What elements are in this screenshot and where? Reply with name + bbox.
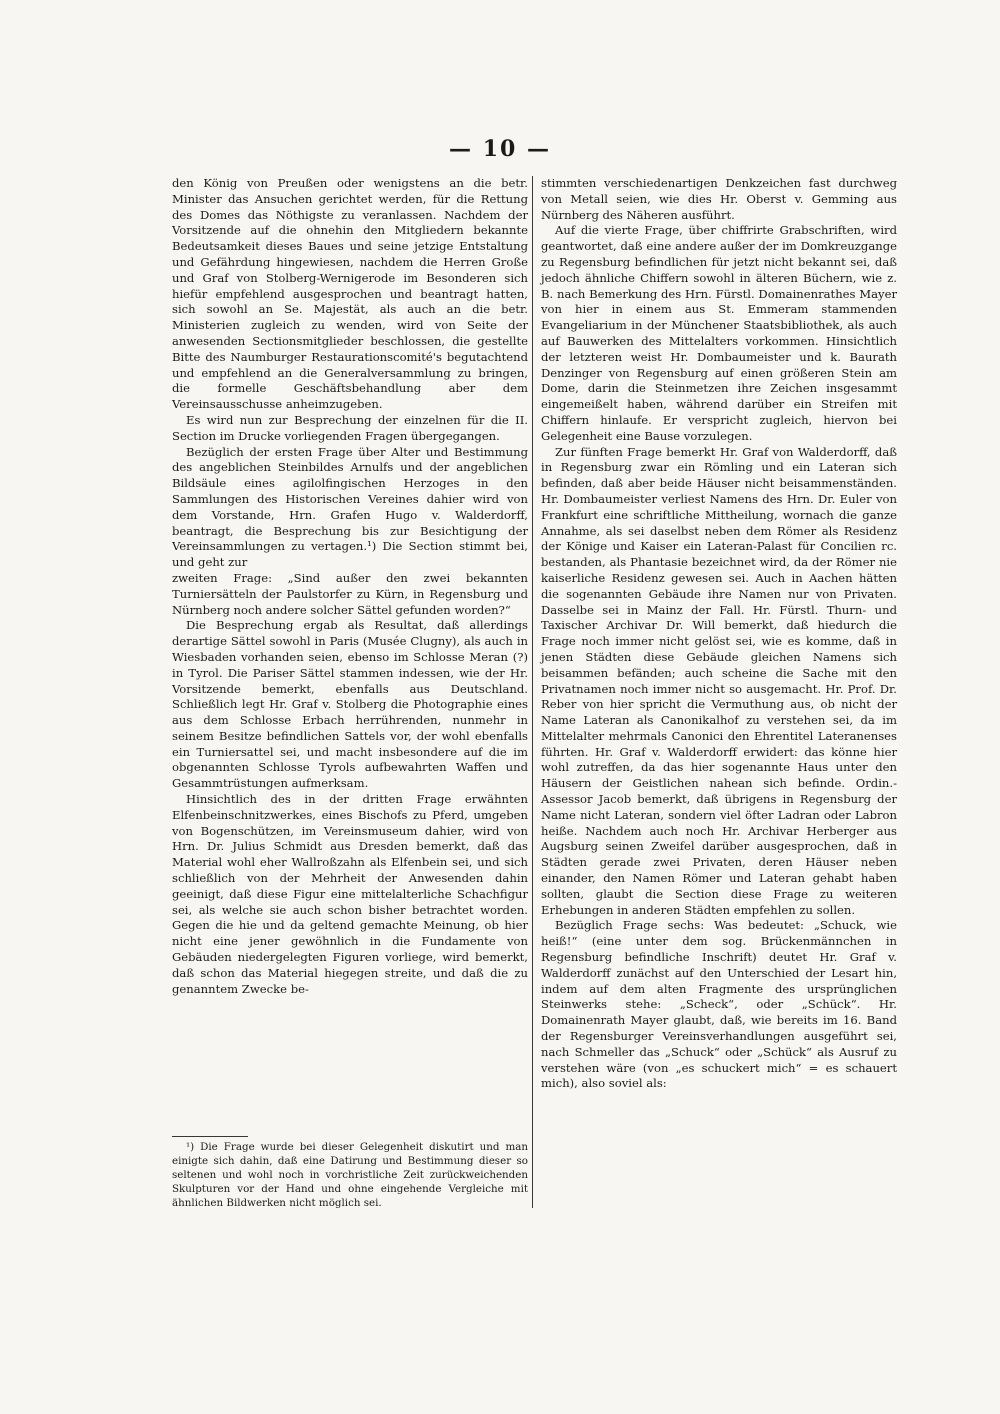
paragraph: stimmten verschiedenartigen Denkzeichen fast durchweg von Metall seien, wie dies Hr. Oberst v. Gemming aus Nürnberg des Näheren ausführt. bbox=[541, 176, 897, 222]
paragraph: den König von Preußen oder wenigstens an die betr. Minister das Ansuchen gerichtet werden, für die Rettung des Domes das Nöthigste zu veranlassen. Nachdem der Vorsitzende auf die ohnehin den Mitgliedern bekannte Bedeutsamkeit dieses Baues und seine jetzige Entstaltung und Gefährdung hingewiesen, nachdem die Herren Große und Graf von Stolberg-Wernigerode im Besonderen sich hiefür empfehlend ausgesprochen und beantragt hatten, sich sowohl an Se. Majestät, als auch an die betr. Ministerien zugleich zu wenden, wird von Seite der anwesenden Sectionsmitglieder beschlossen, die gestellte Bitte des Naumburger Restaurationscomité's begutachtend und empfehlend an die Generalversammlung zu bringen, die formelle Geschäftsbehandlung aber dem Vereinsausschusse anheimzugeben. bbox=[172, 176, 528, 412]
footnote-divider bbox=[172, 1136, 248, 1137]
paragraph: Zur fünften Frage bemerkt Hr. Graf von Walderdorff, daß in Regensburg zwar ein Römling und ein Lateran sich befinden, daß aber beide Häuser nicht beisammenständen. Hr. Dombaumeister verliest Namens des Hrn. Dr. Euler von Frankfurt eine schriftliche Mittheilung, wornach die ganze Annahme, als sei daselbst neben dem Römer als Residenz der Könige und Kaiser ein Lateran-Palast für Concilien rc. bestanden, als Phantasie bezeichnet wird, da der Römer nie kaiserliche Residenz gewesen sei. Auch in Aachen hätten die sogenannten Gebäude ihre Namen nur von Privaten. Dasselbe sei in Mainz der Fall. Hr. Fürstl. Thurn- und Taxischer Archivar Dr. Will bemerkt, daß hiedurch die Frage noch immer nicht gelöst sei, wie es komme, daß in jenen Städten diese Gebäude gleichen Namens sich beisammen befänden; auch scheine die Sache mit den Privatnamen noch immer nicht so ausgemacht. Hr. Prof. Dr. Reber von hier spricht die Vermuthung aus, ob nicht der Name Lateran als Canonikalhof zu verstehen sei, da im Mittelalter mehrmals Canonici den Ehrentitel Lateranenses führten. Hr. Graf v. Walderdorff erwidert: das könne hier wohl zutreffen, da das hier sogenannte Haus unter den Häusern der Geistlichen nahean sich befinde. Ordin.-Assessor Jacob bemerkt, daß übrigens in Regensburg der Name nicht Lateran, sondern viel öfter Ladran oder Labron heiße. Nachdem auch noch Hr. Archivar Herberger aus Augsburg seinen Zweifel darüber ausgesprochen, daß in Städten gerade zwei Privaten, deren Häuser neben einander, den Namen Römer und Lateran gehabt haben sollten, glaubt die Section diese Frage zu weiteren Erhebungen in anderen Städten empfehlen zu sollen. bbox=[541, 444, 897, 917]
footnote-text: ¹) Die Frage wurde bei dieser Gelegenheit diskutirt und man einigte sich dahin, daß eine Datirung und Bestimmung dieser so seltenen und wohl noch in vorchristliche Zeit zurückweichenden Skulpturen vor der Hand und ohne eingehende Vergleiche mit ähnlichen Bildwerken nicht möglich sei. bbox=[172, 1141, 528, 1209]
paragraph: Auf die vierte Frage, über chiffrirte Grabschriften, wird geantwortet, daß eine andere außer der im Domkreuzgange zu Regensburg befindlichen für jetzt nicht bekannt sei, daß jedoch ähnliche Chiffern sowohl in älteren Büchern, wie z. B. nach Bemerkung des Hrn. Fürstl. Domainenrathes Mayer von hier in einem aus St. Emmeram stammenden Evangeliarium in der Münchener Staatsbibliothek, als auch auf Bauwerken des Mittelalters vorkommen. Hinsichtlich der letzteren weist Hr. Dombaumeister und k. Baurath Denzinger von Regensburg auf einen größeren Stein am Dome, darin die Steinmetzen ihre Zeichen insgesammt eingemeißelt haben, während darüber ein Streifen mit Chiffern hinlaufe. Er verspricht zugleich, hiervon bei Gelegenheit eine Bause vorzulegen. bbox=[541, 223, 897, 443]
page-number: — 10 — bbox=[449, 136, 551, 162]
paragraph: Bezüglich der ersten Frage über Alter und Bestimmung des angeblichen Steinbildes Arnulfs und der angeblichen Bildsäule eines agilolfingischen Herzoges in den Sammlungen des Historischen Vereines dahier wird von dem Vorstande, Hrn. Grafen Hugo v. Walderdorff, beantragt, die Besprechung bis zur Besichtigung der Vereinsammlungen zu vertagen.¹) Die Section stimmt bei, und geht zur bbox=[172, 444, 528, 570]
paragraph: Es wird nun zur Besprechung der einzelnen für die II. Section im Drucke vorliegenden Fragen übergegangen. bbox=[172, 412, 528, 443]
footnote bbox=[172, 1140, 528, 1210]
paragraph: Hinsichtlich des in der dritten Frage erwähnten Elfenbeinschnitzwerkes, eines Bischofs zu Pferd, umgeben von Bogenschützen, im Vereinsmuseum dahier, wird von Hrn. Dr. Julius Schmidt aus Dresden bemerkt, daß das Material wohl eher Wallroßzahn als Elfenbein sei, und sich schließlich von der Mehrheit der Anwesenden dahin geeinigt, daß diese Figur eine mittelalterliche Schachfigur sei, als welche sie auch schon bisher betrachtet worden. Gegen die hie und da geltend gemachte Meinung, ob hier nicht eine jener gewöhnlich in die Fundamente von Gebäuden niedergelegten Figuren vorliege, wird bemerkt, daß schon das Material hiegegen streite, und daß die zu genanntem Zwecke be- bbox=[172, 792, 528, 996]
paragraph: zweiten Frage: „Sind außer den zwei bekannten Turniersätteln der Paulstorfer zu Kürn, in Regensburg und Nürnberg noch andere solcher Sättel gefunden worden?“ bbox=[172, 570, 528, 617]
left-column bbox=[172, 176, 528, 997]
column-divider bbox=[532, 176, 533, 1208]
right-column bbox=[541, 176, 897, 1092]
paragraph: Bezüglich Frage sechs: Was bedeutet: „Schuck, wie heiß!“ (eine unter dem sog. Brückenmännchen in Regensburg befindliche Inschrift) deutet Hr. Graf v. Walderdorff zunächst auf den Unterschied der Lesart hin, indem auf dem alten Fragmente des ursprünglichen Steinwerks stehe: „Scheck“, oder „Schück“. Hr. Domainenrath Mayer glaubt, daß, wie bereits im 16. Band der Regensburger Vereinsverhandlungen ausgeführt sei, nach Schmeller das „Schuck“ oder „Schück“ als Ausruf zu verstehen wäre (von „es schuckert mich“ = es schauert mich), also soviel als: bbox=[541, 918, 897, 1091]
paragraph: Die Besprechung ergab als Resultat, daß allerdings derartige Sättel sowohl in Paris (Musée Clugny), als auch in Wiesbaden vorhanden seien, ebenso im Schlosse Meran (?) in Tyrol. Die Pariser Sättel stammen indessen, wie der Hr. Vorsitzende bemerkt, ebenfalls aus Deutschland. Schließlich legt Hr. Graf v. Stolberg die Photographie eines aus dem Schlosse Erbach herrührenden, nunmehr in seinem Besitze befindlichen Sattels vor, der wohl ebenfalls ein Turniersattel sei, und macht insbesondere auf die im obgenannten Schlosse Tyrols aufbewahrten Waffen und Gesammtrüstungen aufmerksam. bbox=[172, 618, 528, 791]
